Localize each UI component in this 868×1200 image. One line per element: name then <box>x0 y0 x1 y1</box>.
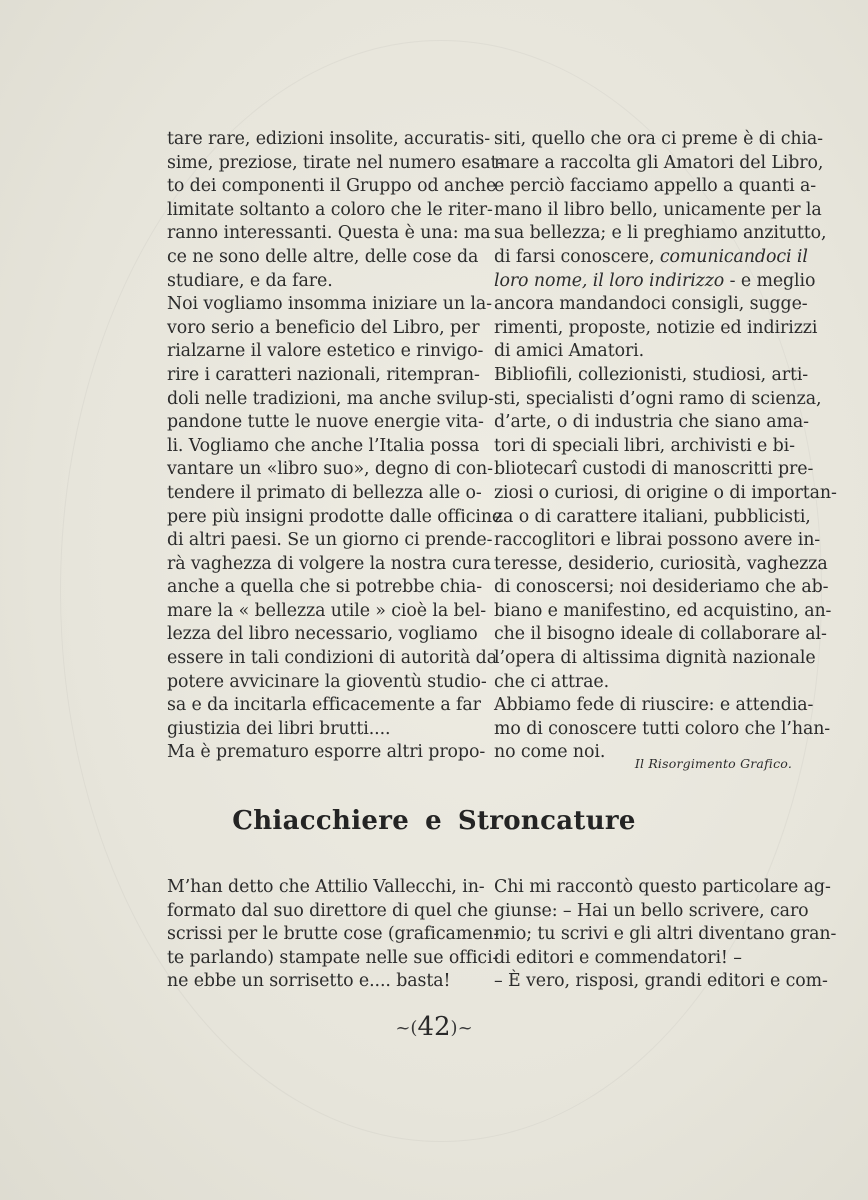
text-line: scrissi per le brutte cose (graficamen- <box>167 924 500 945</box>
section-title <box>0 806 868 836</box>
italic-text: comunicandoci il <box>659 246 808 267</box>
text-line: rà vaghezza di volgere la nostra cura <box>167 553 492 574</box>
text-line <box>494 246 808 270</box>
text-line: mano il libro bello, unicamente per la <box>494 199 822 220</box>
folio-ornament-right: )~ <box>450 1017 473 1039</box>
text-line: studiare, e da fare. <box>167 270 333 291</box>
text-line: M’han detto che Attilio Vallecchi, in- <box>167 877 485 897</box>
text-line: no come noi. <box>494 742 606 763</box>
page-number-value: 42 <box>417 1012 451 1042</box>
text-line: li. Vogliamo che anche l’Italia possa <box>167 435 480 456</box>
text-line: rialzarne il valore estetico e rinvigo- <box>167 341 484 362</box>
text-line: to dei componenti il Gruppo od anche <box>167 176 497 197</box>
text-line: Bibliofili, collezionisti, studiosi, arti- <box>494 364 809 385</box>
text-line: voro serio a beneficio del Libro, per <box>167 317 480 338</box>
text-line: siti, quello che ora ci preme è di chia- <box>494 129 823 149</box>
text-line: ce ne sono delle altre, delle cose da <box>167 246 479 267</box>
text-line: di editori e commendatori! – <box>494 947 742 968</box>
left-column-bottom <box>167 876 500 994</box>
text-segment: di farsi conoscere, <box>494 246 660 267</box>
text-line: Abbiamo fede di riuscire: e attendia- <box>494 695 814 716</box>
text-line: sime, preziose, tirate nel numero esat- <box>167 152 504 173</box>
text-line: che il bisogno ideale di collaborare al- <box>494 624 827 645</box>
folio-ornament-left: ~( <box>395 1017 418 1039</box>
text-line: d’arte, o di industria che siano ama- <box>494 412 809 433</box>
text-line: raccoglitori e librai possono avere in- <box>494 530 821 551</box>
article-signature: Il Risorgimento Grafico. <box>634 756 792 771</box>
text-line: sua bellezza; e li preghiamo anzitutto, <box>494 223 827 244</box>
title-word: e <box>425 806 442 836</box>
title-word: Stroncature <box>457 806 636 836</box>
text-line: doli nelle tradizioni, ma anche svilup- <box>167 388 494 409</box>
text-line: lezza del libro necessario, vogliamo <box>167 624 478 645</box>
text-line: sa e da incitarla efficacemente a far <box>167 695 481 716</box>
text-line: mare a raccolta gli Amatori del Libro, <box>494 152 824 173</box>
text-line: vantare un «libro suo», degno di con- <box>167 459 493 480</box>
text-line: tendere il primato di bellezza alle o- <box>167 482 482 503</box>
text-line: di conoscersi; noi desideriamo che ab- <box>494 577 829 598</box>
text-line: pere più insigni prodotte dalle officine <box>167 506 503 527</box>
text-line: e perciò facciamo appello a quanti a- <box>494 176 817 197</box>
text-line <box>494 270 816 294</box>
text-line: potere avvicinare la gioventù studio- <box>167 671 487 692</box>
text-line: limitate soltanto a coloro che le riter- <box>167 199 493 220</box>
text-segment: - e meglio <box>724 270 816 291</box>
right-column-top <box>494 128 837 765</box>
text-line: za o di carattere italiani, pubblicisti, <box>494 506 811 527</box>
text-line: ranno interessanti. Questa è una: ma <box>167 223 491 244</box>
right-column-bottom <box>494 876 837 994</box>
text-line: te parlando) stampate nelle sue offici- <box>167 947 499 968</box>
text-line: tori di speciali libri, archivisti e bi- <box>494 435 795 456</box>
text-line: sti, specialisti d’ogni ramo di scienza, <box>494 388 822 409</box>
text-line: Noi vogliamo insomma iniziare un la- <box>167 294 492 315</box>
text-line: anche a quella che si potrebbe chia- <box>167 577 483 598</box>
text-line: biano e manifestino, ed acquistino, an- <box>494 600 832 621</box>
text-line: che ci attrae. <box>494 671 610 692</box>
title-word: Chiacchiere <box>232 806 410 836</box>
text-line: di altri paesi. Se un giorno ci prende- <box>167 530 493 551</box>
text-line: Ma è prematuro esporre altri propo- <box>167 742 486 763</box>
text-line: formato dal suo direttore di quel che <box>167 900 489 921</box>
text-line: giunse: – Hai un bello scrivere, caro <box>494 900 809 921</box>
italic-text: loro nome, il loro indirizzo <box>494 270 725 291</box>
text-line: mare la « bellezza utile » cioè la bel- <box>167 600 486 621</box>
left-column-top <box>167 128 504 765</box>
text-line: giustizia dei libri brutti.... <box>167 718 391 739</box>
text-line: Chi mi raccontò questo particolare ag- <box>494 877 831 897</box>
text-line: ziosi o curiosi, di origine o di importan- <box>494 482 837 503</box>
text-line: ne ebbe un sorrisetto e.... basta! <box>167 971 451 992</box>
text-line: pandone tutte le nuove energie vita- <box>167 412 484 433</box>
text-line: rimenti, proposte, notizie ed indirizzi <box>494 317 818 338</box>
text-line: l’opera di altissima dignità nazionale <box>494 648 816 669</box>
text-line: tare rare, edizioni insolite, accuratis- <box>167 129 491 149</box>
page-number <box>0 1012 868 1042</box>
text-line: teresse, desiderio, curiosità, vaghezza <box>494 553 828 574</box>
text-line: essere in tali condizioni di autorità da <box>167 648 497 669</box>
text-line: rire i caratteri nazionali, ritempran- <box>167 364 480 385</box>
text-line: – È vero, risposi, grandi editori e com- <box>494 971 828 992</box>
text-line: bliotecarî custodi di manoscritti pre- <box>494 459 814 480</box>
text-line: di amici Amatori. <box>494 341 645 362</box>
text-line: mio; tu scrivi e gli altri diventano gran- <box>494 924 837 945</box>
text-line: ancora mandandoci consigli, sugge- <box>494 294 808 315</box>
text-line: mo di conoscere tutti coloro che l’han- <box>494 718 831 739</box>
